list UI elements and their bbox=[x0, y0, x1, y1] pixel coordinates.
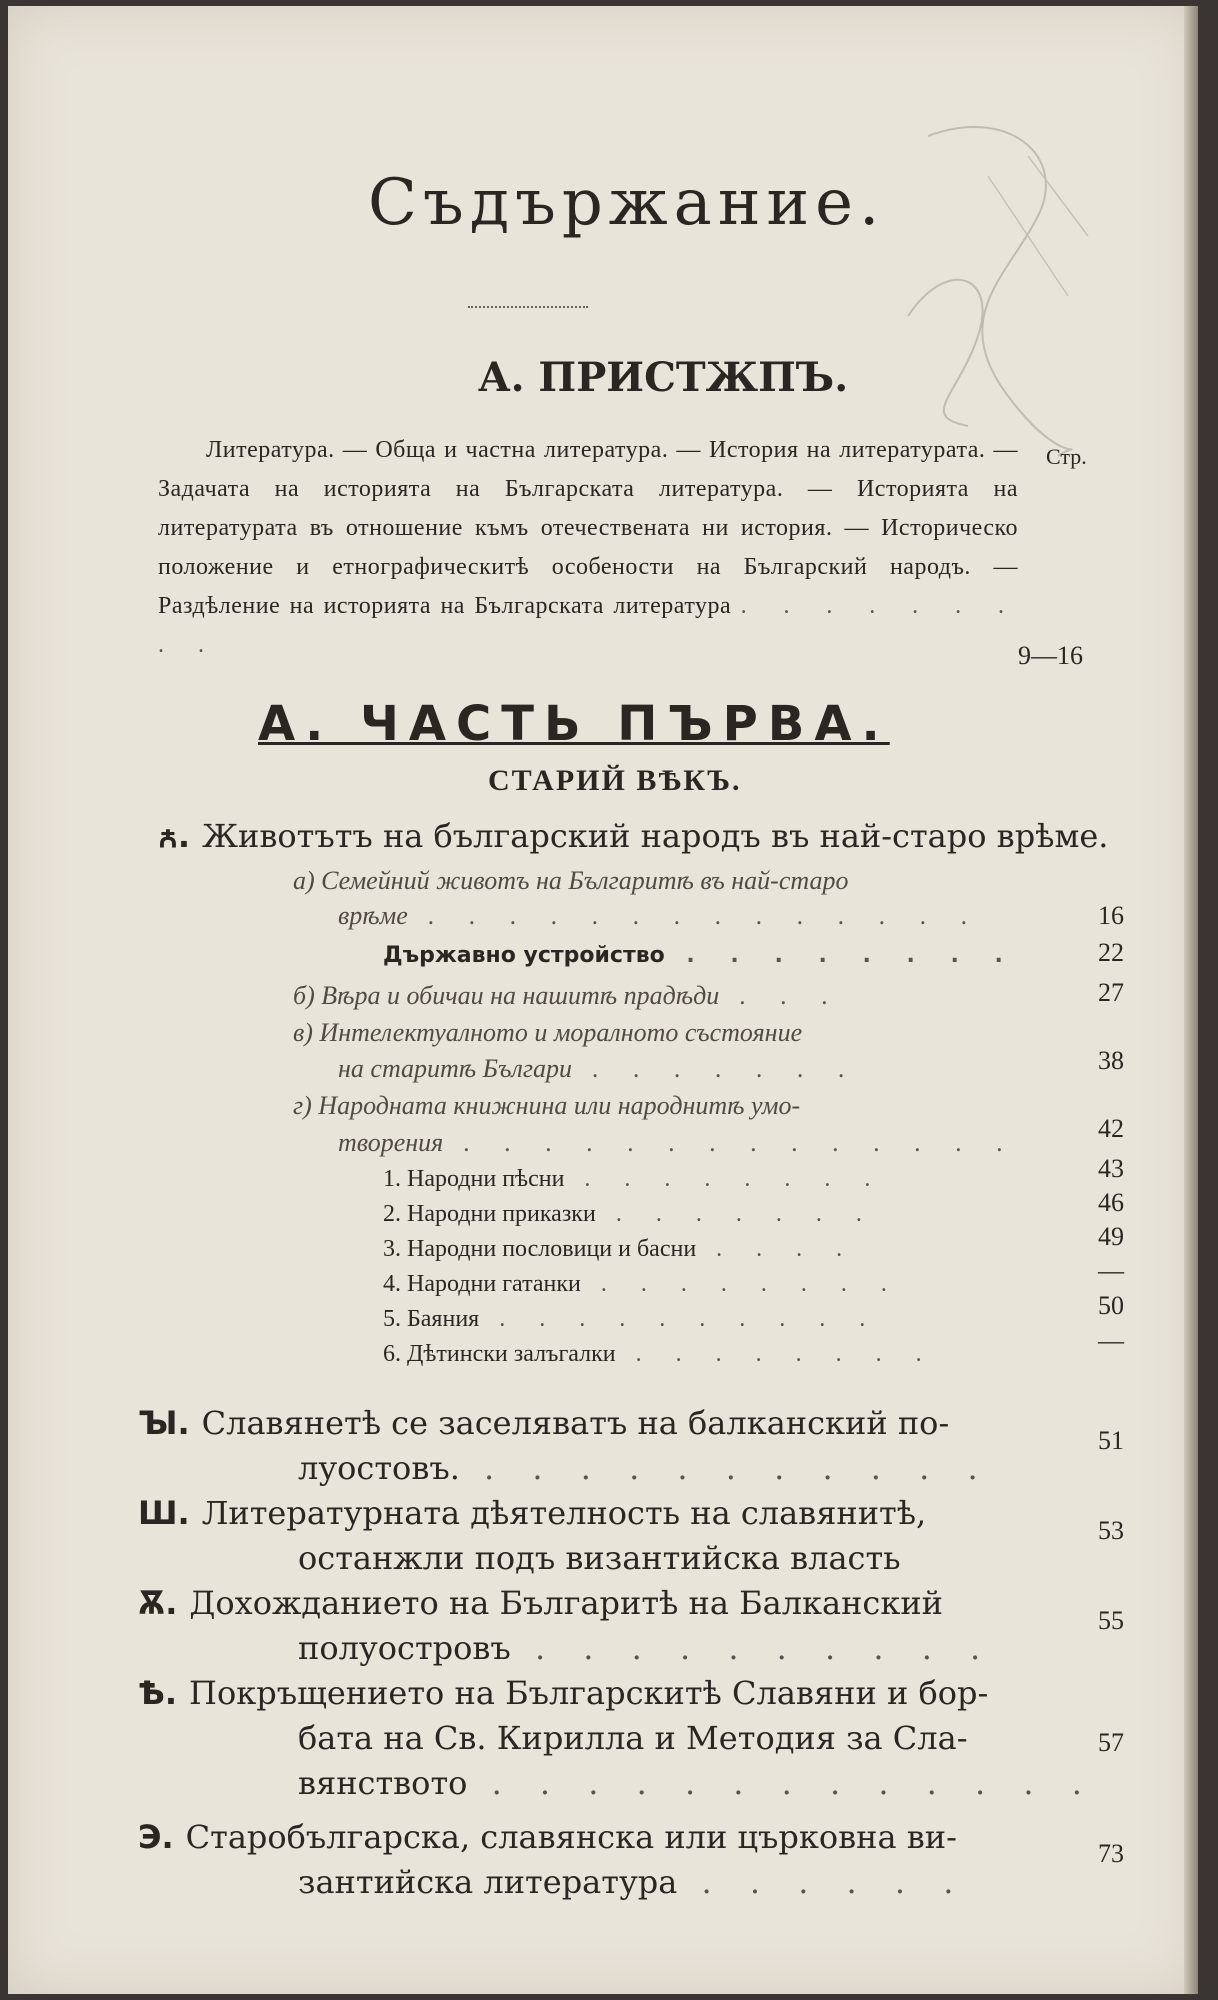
intro-text: Литература. — Обща и частна литература. — История на литературата. — Задачата на историята на Българската литература. — Историята на литературата въ отношение къмъ отечествената ни история. — Историческо положение и етнографическитѣ особености на Българский народъ. — Раздѣление на историята на Българската литература bbox=[158, 437, 1018, 619]
toc-entry-v-line1: в) Интелектуалното и моралното състояние bbox=[293, 1018, 803, 1047]
chapter-title: Литературната дѣятелность на славянитѣ, bbox=[201, 1494, 927, 1532]
toc-entry-state: Държавно устройство . . . . . . . . bbox=[383, 943, 1017, 968]
book-page bbox=[8, 6, 1198, 1994]
list-item: 6. Дѣтински залъгалки . . . . . . . . bbox=[383, 1341, 936, 1367]
toc-page: 43 bbox=[1098, 1154, 1124, 1183]
pencil-signature-mark bbox=[888, 96, 1108, 476]
chapter-5-line2: бата на Св. Кирилла и Методия за Сла- bbox=[298, 1719, 968, 1757]
chapter-3 bbox=[138, 1494, 926, 1532]
toc-page: — bbox=[1098, 1256, 1124, 1285]
toc-page: 53 bbox=[1098, 1516, 1124, 1545]
toc-page: 16 bbox=[1098, 901, 1124, 930]
list-item: 1. Народни пѣсни . . . . . . . . bbox=[383, 1166, 885, 1192]
toc-page: 73 bbox=[1098, 1839, 1124, 1868]
toc-page: 57 bbox=[1098, 1728, 1124, 1757]
chapter-marker: Ш. bbox=[138, 1494, 190, 1532]
toc-entry-a-line2: врѣме . . . . . . . . . . . . . . bbox=[338, 901, 982, 930]
chapter-3-line2: останжли подъ византийска власть bbox=[298, 1539, 901, 1577]
list-item: 3. Народни пословици и басни . . . . bbox=[383, 1236, 857, 1262]
intro-pages: 9—16 bbox=[1018, 641, 1083, 670]
chapter-title: Дохожданието на Българитѣ на Балканский bbox=[189, 1584, 943, 1622]
intro-heading: А. ПРИСТЖПЪ. bbox=[478, 354, 849, 401]
toc-page: 55 bbox=[1098, 1606, 1124, 1635]
part-title: А. ЧАСТЬ ПЪРВА. bbox=[258, 696, 890, 752]
chapter-title: Животътъ на българский народъ въ най-старо врѣме. bbox=[202, 817, 1109, 855]
chapter-marker: Ѫ. bbox=[138, 1584, 178, 1622]
chapter-5-line3: вянството . . . . . . . . . . . . . bbox=[298, 1764, 1096, 1802]
toc-page: — bbox=[1098, 1326, 1124, 1355]
chapter-marker: Ꙑ. bbox=[138, 1404, 190, 1442]
chapter-marker: ꙉ. bbox=[158, 817, 191, 855]
chapter-4-line2: полуостровъ . . . . . . . . . . bbox=[298, 1629, 995, 1667]
chapter-marker: Ѣ. bbox=[138, 1674, 178, 1712]
page-title: Съдържание. bbox=[368, 166, 886, 240]
title-divider bbox=[468, 306, 588, 308]
toc-entry-b: б) Вѣра и обичаи на нашитѣ прадѣди . . . bbox=[293, 981, 843, 1010]
chapter-6 bbox=[138, 1818, 957, 1856]
intro-paragraph bbox=[158, 431, 1018, 665]
toc-page: 42 bbox=[1098, 1114, 1124, 1143]
chapter-title: Старобългарска, славянска или църковна ви- bbox=[185, 1818, 957, 1856]
chapter-2 bbox=[138, 1404, 949, 1442]
list-item: 2. Народни приказки . . . . . . . bbox=[383, 1201, 876, 1227]
chapter-4 bbox=[138, 1584, 943, 1622]
chapter-2-line2: луостовъ. . . . . . . . . . . . bbox=[298, 1449, 992, 1487]
list-item: 4. Народни гатанки . . . . . . . . bbox=[383, 1271, 901, 1297]
page-column-label: Стр. bbox=[1046, 444, 1087, 469]
toc-page: 49 bbox=[1098, 1222, 1124, 1251]
chapter-title: Покръщението на Българскитѣ Славяни и бор- bbox=[189, 1674, 989, 1712]
toc-page: 22 bbox=[1098, 938, 1124, 967]
chapter-title: Славянетѣ се заселяватъ на балканский по- bbox=[201, 1404, 950, 1442]
toc-page: 50 bbox=[1098, 1291, 1124, 1320]
toc-page: 51 bbox=[1098, 1426, 1124, 1455]
toc-entry-a-line1: а) Семейний животъ на Българитѣ въ най-старо bbox=[293, 866, 849, 895]
toc-page: 27 bbox=[1098, 978, 1124, 1007]
toc-page: 46 bbox=[1098, 1188, 1124, 1217]
toc-entry-g-line2: творения . . . . . . . . . . . . . . bbox=[338, 1128, 1018, 1157]
leader-dots: . . . . . . . . . bbox=[158, 593, 1018, 658]
chapter-5 bbox=[138, 1674, 988, 1712]
chapter-6-line2: зантийска литература . . . . . . bbox=[298, 1863, 968, 1901]
chapter-1 bbox=[158, 814, 1108, 857]
era-title: СТАРИЙ ВѢКЪ. bbox=[488, 764, 742, 797]
toc-entry-v-line2: на старитѣ Българи . . . . . . . bbox=[338, 1054, 859, 1083]
list-item: 5. Баяния . . . . . . . . . . bbox=[383, 1306, 880, 1332]
chapter-marker: Э. bbox=[138, 1818, 174, 1856]
toc-page: 38 bbox=[1098, 1046, 1124, 1075]
book-spine-edge bbox=[1184, 6, 1198, 1994]
toc-entry-g-line1: г) Народната книжнина или народнитѣ умо- bbox=[293, 1091, 801, 1120]
